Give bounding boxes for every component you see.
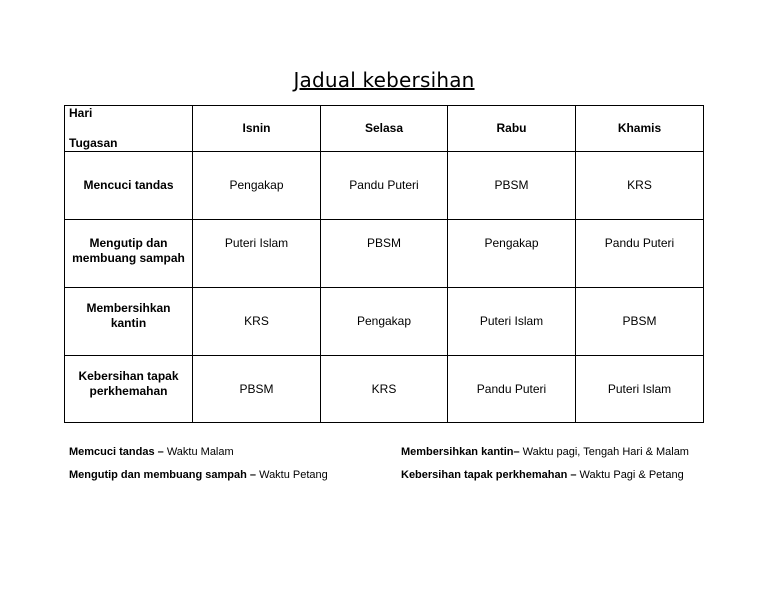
day-header-rabu: Rabu [448,106,576,152]
table-cell: Puteri Islam [576,356,704,423]
table-cell: PBSM [576,288,704,356]
day-header-selasa: Selasa [321,106,448,152]
table-cell: KRS [193,288,321,356]
table-row [65,220,704,288]
table-cell: PBSM [448,152,576,220]
corner-label-tugasan: Tugasan [69,136,118,150]
table-cell: Pengakap [193,152,321,220]
table-cell: Pandu Puteri [576,220,704,288]
note-tapak-perkhemahan: Kebersihan tapak perkhemahan – Waktu Pagi & Petang [401,469,684,481]
page-title: Jadual kebersihan [293,68,475,92]
table-cell: Pengakap [448,220,576,288]
table-cell: Pandu Puteri [448,356,576,423]
task-label: Mencuci tandas [65,152,193,220]
table-cell: KRS [321,356,448,423]
task-label: Membersihkan kantin [65,288,193,356]
table-cell: Puteri Islam [448,288,576,356]
table-cell: Pengakap [321,288,448,356]
table-cell: Puteri Islam [193,220,321,288]
day-header-khamis: Khamis [576,106,704,152]
note-membersihkan-kantin: Membersihkan kantin– Waktu pagi, Tengah Hari & Malam [401,446,689,458]
cleaning-schedule-table [64,105,704,423]
task-label: Kebersihan tapak perkhemahan [65,356,193,423]
table-row [65,356,704,423]
task-label: Mengutip dan membuang sampah [65,220,193,288]
table-header-row [65,106,704,152]
note-mengutip-sampah: Mengutip dan membuang sampah – Waktu Petang [69,469,328,481]
corner-label-hari: Hari [69,106,93,120]
table-row [65,152,704,220]
table-cell: PBSM [321,220,448,288]
table-row [65,288,704,356]
table-corner-cell [65,106,193,152]
table-cell: PBSM [193,356,321,423]
note-mencuci-tandas: Memcuci tandas – Waktu Malam [69,446,234,458]
table-cell: KRS [576,152,704,220]
day-header-isnin: Isnin [193,106,321,152]
table-cell: Pandu Puteri [321,152,448,220]
